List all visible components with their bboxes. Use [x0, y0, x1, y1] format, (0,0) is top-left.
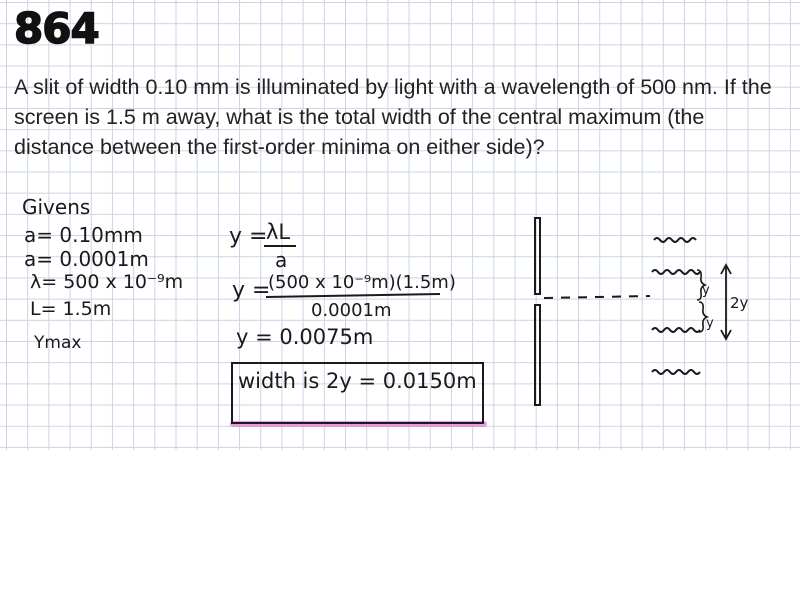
fringe-upper — [654, 238, 696, 242]
slit-barrier-upper — [535, 218, 540, 294]
fringe-minimum-upper — [652, 270, 700, 274]
substitution-denominator: 0.0001m — [311, 300, 392, 321]
answer-box — [232, 363, 483, 423]
given-line: a= 0.10mm — [24, 223, 143, 247]
center-dashed-line — [544, 296, 650, 298]
y-label-upper: y — [702, 283, 710, 298]
substitution-numerator: (500 x 10⁻⁹m)(1.5m) — [268, 272, 456, 293]
formula-denominator: a — [275, 248, 288, 272]
given-line: a= 0.0001m — [24, 247, 149, 271]
givens-heading: Givens — [22, 195, 91, 219]
problem-number: 864 — [14, 4, 99, 53]
brace-lower — [699, 302, 707, 332]
final-answer: width is 2y = 0.0150m — [238, 369, 477, 393]
substitution-lhs: y = — [232, 278, 271, 303]
given-line: L= 1.5m — [30, 298, 112, 320]
question-text: A slit of width 0.10 mm is illuminated by light with a wavelength of 500 nm. If the screen is 1.5 m away, what is the total width of the central maximum (the distance between the first-order minima on either side)? — [14, 75, 772, 159]
formula-numerator: λL — [266, 220, 291, 244]
fringe-minimum-lower — [652, 328, 700, 332]
y-label-lower: y — [706, 316, 714, 331]
given-line: Ymax — [34, 333, 82, 353]
result-line: y = 0.0075m — [236, 325, 374, 349]
formula-lhs: y = — [229, 224, 268, 249]
substitution-fraction-bar — [266, 294, 440, 297]
slit-barrier-lower — [535, 305, 540, 405]
two-y-label: 2y — [730, 294, 749, 312]
fringe-lower — [652, 370, 700, 374]
given-line: λ= 500 x 10⁻⁹m — [30, 271, 184, 293]
